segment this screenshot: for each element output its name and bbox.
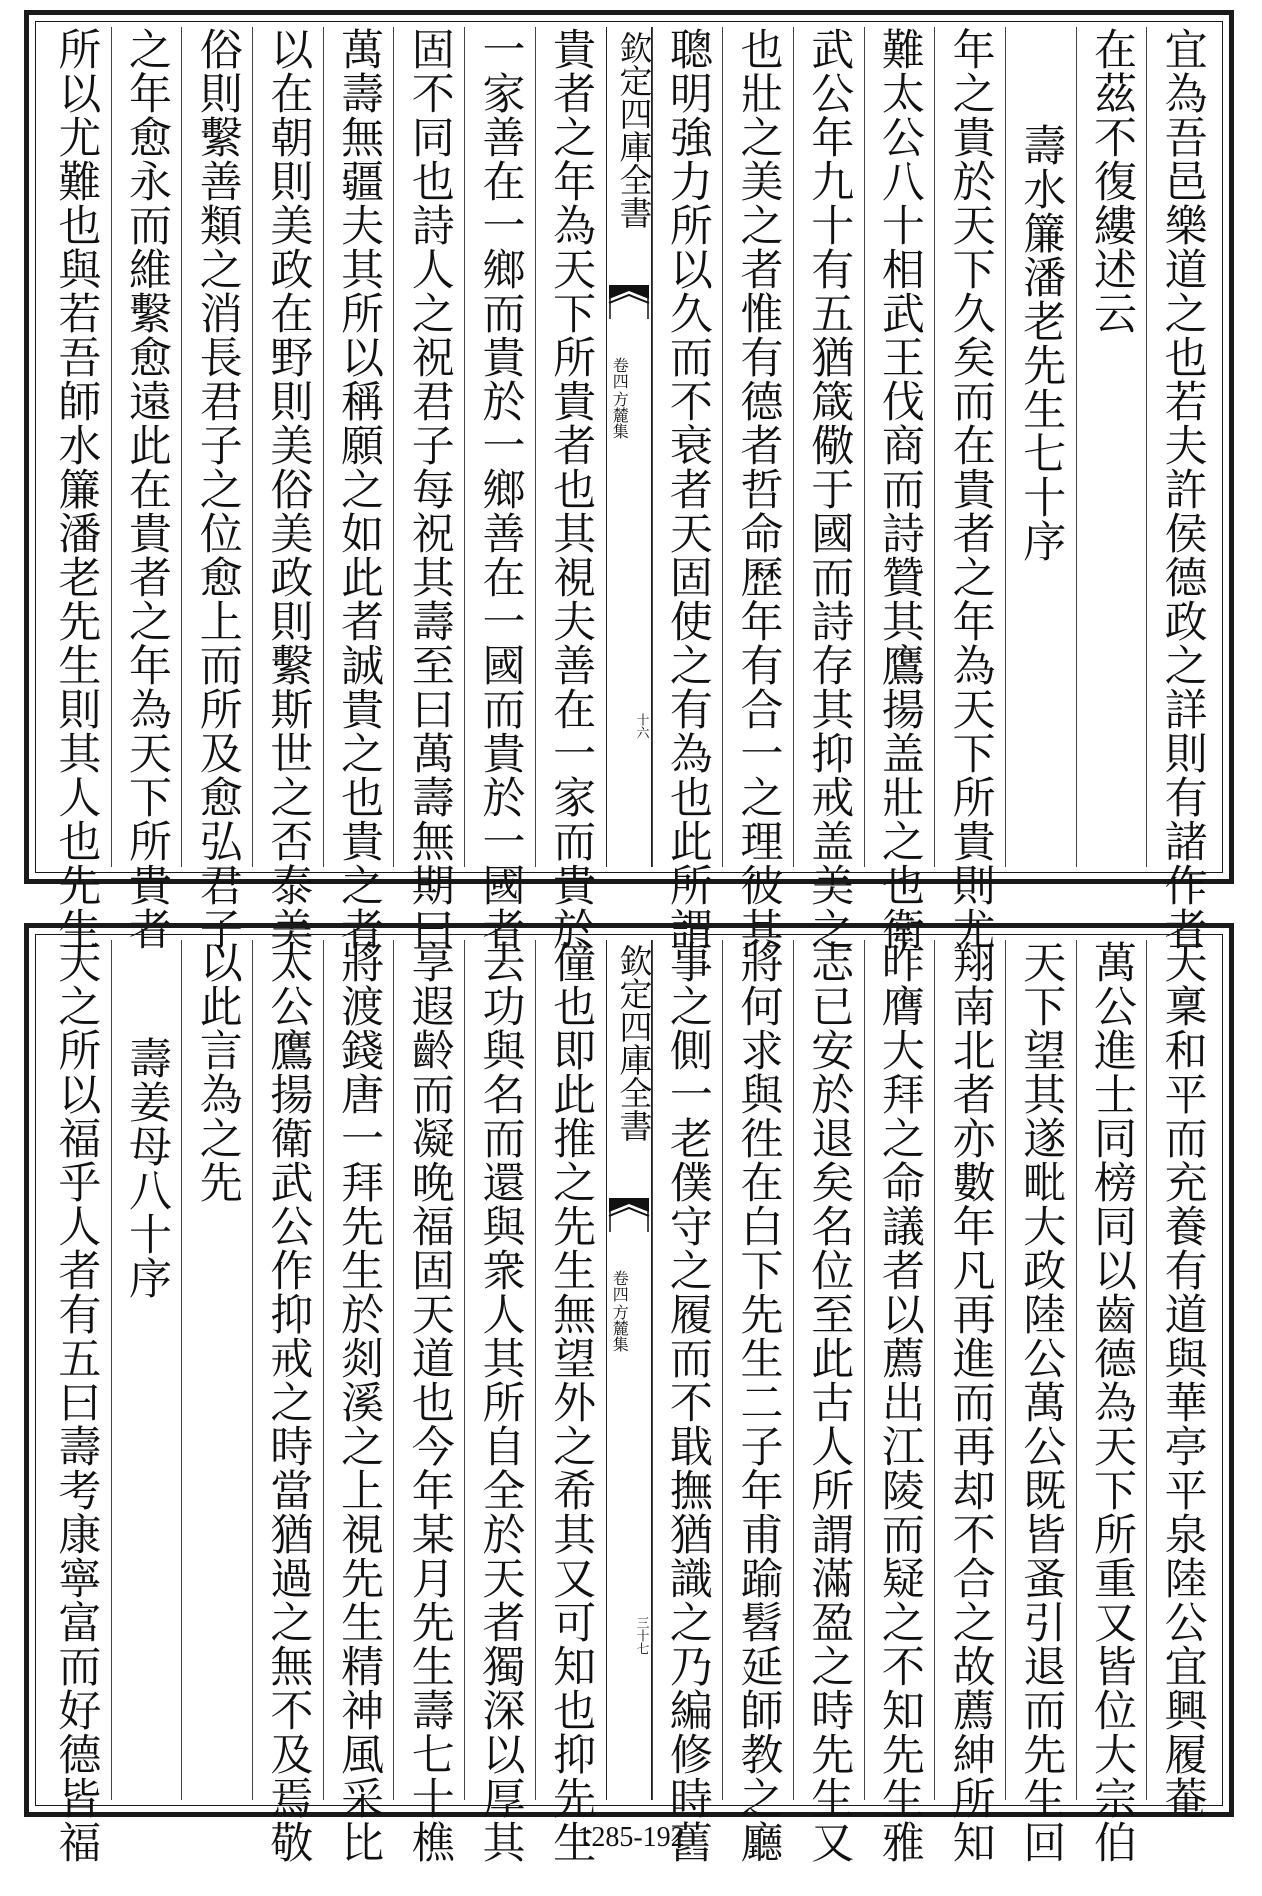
juan-number: 卷四 xyxy=(610,1270,630,1302)
text-column: 聰明強力所以久而不衰者天固使之有為也此所謂 xyxy=(652,27,723,867)
book-title: 方麓集 xyxy=(610,1304,630,1352)
text-column: 年之貴於天下久矣而在貴者之年為天下所貴則尤 xyxy=(934,27,1005,867)
text-column: 固不同也詩人之祝君子每祝其壽至曰萬壽無期曰 xyxy=(393,27,464,867)
series-title: 欽定四庫全書 xyxy=(614,31,654,229)
essay-title: 壽姜母八十序 xyxy=(111,940,182,1800)
folio-number: 十六 xyxy=(633,713,649,739)
text-column: 貴者之年為天下所貴者也其視夫善在一家而貴於 xyxy=(535,27,606,867)
text-column: 志已安於退矣名位至此古人所謂滿盈之時先生又 xyxy=(793,940,864,1800)
text-column: 天下望其遂毗大政陸公萬公既皆蚤引退而先生回 xyxy=(1005,940,1076,1800)
text-column: 武公年九十有五猶箴儆于國而詩存其抑戒盖美之 xyxy=(793,27,864,867)
book-title: 方麓集 xyxy=(610,391,630,439)
text-column: 事之側一老僕守之履而不戢撫猶識之乃編修時舊 xyxy=(652,940,723,1800)
text-column: 以此言為之先 xyxy=(181,940,252,1800)
folio-number: 三十七 xyxy=(633,1616,649,1655)
center-gutter xyxy=(606,27,652,867)
series-title: 欽定四庫全書 xyxy=(614,944,654,1142)
text-column: 一家善在一鄉而貴於一鄉善在一國而貴於一國者 xyxy=(464,27,535,867)
text-column: 在茲不復縷述云 xyxy=(1076,27,1147,867)
page-number: 1285-192 xyxy=(577,1822,685,1853)
text-column: 太公鷹揚衛武公作抑戒之時當猶過之無不及焉敬 xyxy=(252,940,323,1800)
fish-tail-mark-icon xyxy=(609,1198,649,1232)
fish-tail-mark-icon xyxy=(609,285,649,319)
text-column: 將渡錢唐一拜先生於剡溪之上視先生精神風采比 xyxy=(323,940,394,1800)
text-column: 萬壽無疆夫其所以稱願之如此者誠貴之也貴之者 xyxy=(323,27,394,867)
juan-number: 卷四 xyxy=(610,357,630,389)
text-column: 昨膺大拜之命議者以薦出江陵而疑之不知先生雅 xyxy=(864,940,935,1800)
text-column: 也壯之美之者惟有德者哲命歷年有合一之理彼其 xyxy=(722,27,793,867)
center-gutter xyxy=(606,940,652,1800)
text-column: 萬公進士同榜同以齒德為天下所重又皆位大宗伯 xyxy=(1076,940,1147,1800)
book-info xyxy=(611,357,628,439)
text-column: 所以尤難也與若吾師水簾潘老先生則其人也先生 xyxy=(51,27,102,951)
text-column: 僮也即此推之先生無望外之希其又可知也抑先生 xyxy=(535,940,606,1800)
essay-title: 壽水簾潘老先生七十序 xyxy=(1005,27,1076,867)
text-column: 宜為吾邑樂道之也若夫許侯德政之詳則有諸作者 xyxy=(1146,27,1217,867)
text-column: 之年愈永而維繫愈遠此在貴者之年為天下所貴者 xyxy=(111,27,182,867)
text-columns xyxy=(41,27,1217,951)
text-column: 翔南北者亦數年凡再進而再却不合之故薦紳所知 xyxy=(934,940,1005,1800)
book-info xyxy=(611,1270,628,1352)
page-panel-top xyxy=(24,10,1234,951)
text-column: 將何求與徃在白下先生二子年甫踰髫延師教之廳 xyxy=(722,940,793,1800)
text-column: 天稟和平而充養有道與華亭平泉陸公宜興履菴 xyxy=(1146,940,1217,1800)
text-column: 以在朝則美政在野則美俗美政則繫斯世之否泰美 xyxy=(252,27,323,867)
text-column: 天之所以福乎人者有五曰壽考康寧富而好德皆福 xyxy=(51,940,102,1864)
text-column: 難太公八十相武王伐商而詩贊其鷹揚盖壯之也衛 xyxy=(864,27,935,867)
text-column: 享遐齡而凝晚福固天道也今年某月先生壽七十樵 xyxy=(393,940,464,1800)
text-column: 俗則繫善類之消長君子之位愈上而所及愈弘君子 xyxy=(181,27,252,867)
text-column: 去功與名而還與衆人其所自全於天者獨深以厚其 xyxy=(464,940,535,1800)
